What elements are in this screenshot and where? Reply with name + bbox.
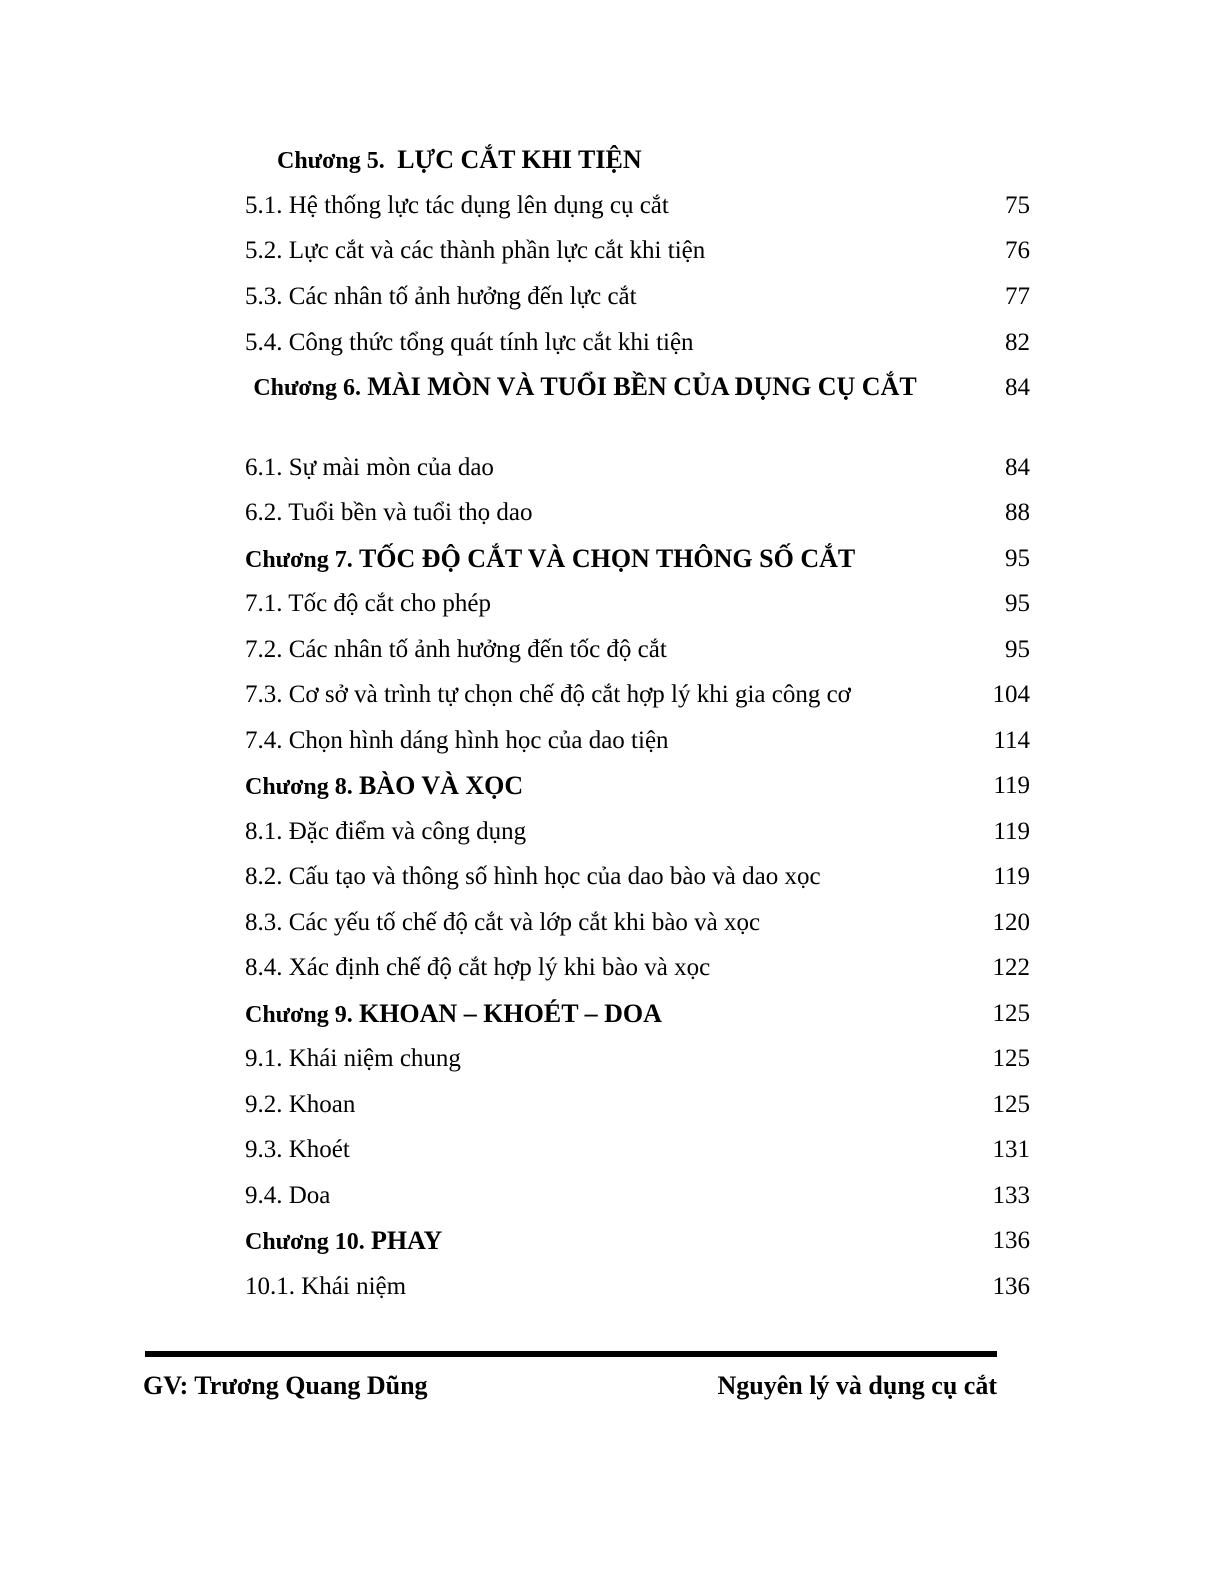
toc-entry-page: 125 [992, 1045, 1030, 1072]
toc-entry-page: 88 [1005, 499, 1030, 526]
chapter-heading-text: Chương 10. PHAY [245, 1226, 443, 1255]
toc-entry-page: 76 [1005, 237, 1030, 264]
toc-entry-page: 120 [992, 909, 1030, 936]
chapter-8-heading [245, 766, 1030, 806]
toc-entry-label: 10.1. Khái niệm [245, 1273, 407, 1300]
chapter-page: 95 [1005, 545, 1030, 572]
toc-entry [245, 493, 1030, 533]
chapter-heading-text: Chương 9. KHOAN – KHOÉT – DOA [245, 999, 662, 1028]
footer-author: GV: Trương Quang Dũng [143, 1371, 428, 1400]
toc-entry-label: 5.4. Công thức tổng quát tính lực cắt khi tiện [245, 329, 694, 356]
toc-entry-label: 8.1. Đặc điểm và công dụng [245, 818, 527, 845]
chapter-page: 136 [992, 1227, 1030, 1254]
toc-entry-label: 7.2. Các nhân tố ảnh hưởng đến tốc độ cắt [245, 636, 667, 663]
toc-entry [245, 903, 1030, 943]
toc-entry [245, 675, 1030, 715]
toc-entry-page: 131 [992, 1136, 1030, 1163]
toc-entry-page: 133 [992, 1182, 1030, 1209]
chapter-9-heading [245, 994, 1030, 1034]
chapter-10-heading [245, 1221, 1030, 1261]
toc-entry [245, 584, 1030, 624]
toc-entry [245, 1039, 1030, 1079]
toc-entry-label: 9.4. Doa [245, 1182, 331, 1209]
toc-entry-page: 122 [992, 954, 1030, 981]
chapter-page: 119 [993, 772, 1030, 799]
toc-entry-label: 6.2. Tuổi bền và tuổi thọ dao [245, 499, 533, 526]
toc-entry-page: 104 [992, 681, 1030, 708]
chapter-page: 125 [992, 1000, 1030, 1027]
toc-entry [245, 186, 1030, 226]
toc-entry-label: 8.2. Cấu tạo và thông số hình học của dao bào và dao xọc [245, 863, 821, 890]
toc-entry-page: 95 [1005, 636, 1030, 663]
toc-entry-page: 82 [1005, 329, 1030, 356]
toc-entry-label: 7.4. Chọn hình dáng hình học của dao tiện [245, 727, 669, 754]
toc-entry [245, 1267, 1030, 1307]
toc-entry-page: 77 [1005, 283, 1030, 310]
footer-divider [145, 1351, 997, 1357]
toc-entry-label: 8.4. Xác định chế độ cắt hợp lý khi bào và xọc [245, 954, 711, 981]
toc-entry-label: 5.3. Các nhân tố ảnh hưởng đến lực cắt [245, 283, 637, 310]
toc-entry [245, 1085, 1030, 1125]
toc-entry-page: 95 [1005, 590, 1030, 617]
toc-entry-page: 136 [992, 1273, 1030, 1300]
toc-entry-label: 5.1. Hệ thống lực tác dụng lên dụng cụ cắt [245, 192, 669, 219]
chapter-5-heading [277, 140, 1062, 180]
toc-entry [245, 857, 1030, 897]
toc-entry-page: 114 [993, 727, 1030, 754]
chapter-7-heading [245, 539, 1030, 579]
toc-entry [245, 948, 1030, 988]
toc-entry-page: 125 [992, 1091, 1030, 1118]
chapter-heading-text: Chương 6. MÀI MÒN VÀ TUỔI BỀN CỦA DỤNG CỤ CẮT [253, 372, 917, 401]
toc-entry [245, 812, 1030, 852]
toc-entry-label: 5.2. Lực cắt và các thành phần lực cắt khi tiện [245, 237, 706, 264]
toc-entry [245, 1130, 1030, 1170]
chapter-page: 84 [1005, 374, 1030, 401]
chapter-heading-text: Chương 7. TỐC ĐỘ CẮT VÀ CHỌN THÔNG SỐ CẮT [245, 544, 856, 573]
toc-entry-label: 9.3. Khoét [245, 1136, 350, 1163]
toc-entry [245, 1176, 1030, 1216]
toc-entry-label: 7.3. Cơ sở và trình tự chọn chế độ cắt hợp lý khi gia công cơ [245, 681, 851, 708]
footer-course-title: Nguyên lý và dụng cụ cắt [717, 1371, 997, 1400]
toc-entry [245, 630, 1030, 670]
toc-entry-page: 84 [1005, 454, 1030, 481]
toc-entry [245, 231, 1030, 271]
chapter-6-heading [245, 368, 1030, 448]
toc-entry [245, 448, 1030, 488]
toc-entry-label: 6.1. Sự mài mòn của dao [245, 454, 494, 481]
toc-entry-page: 119 [993, 818, 1030, 845]
toc-entry-label: 9.1. Khái niệm chung [245, 1045, 461, 1072]
toc-entry [245, 277, 1030, 317]
toc-entry-page: 75 [1005, 192, 1030, 219]
toc-entry [245, 323, 1030, 363]
chapter-heading-text: Chương 8. BÀO VÀ XỌC [245, 771, 524, 800]
toc-entry-label: 7.1. Tốc độ cắt cho phép [245, 590, 491, 617]
toc-entry-page: 119 [993, 863, 1030, 890]
toc-entry-label: 9.2. Khoan [245, 1091, 356, 1118]
toc-entry [245, 721, 1030, 761]
toc-entry-label: 8.3. Các yếu tố chế độ cắt và lớp cắt khi bào và xọc [245, 909, 761, 936]
chapter-heading-text: Chương 5. LỰC CẮT KHI TIỆN [277, 145, 642, 174]
